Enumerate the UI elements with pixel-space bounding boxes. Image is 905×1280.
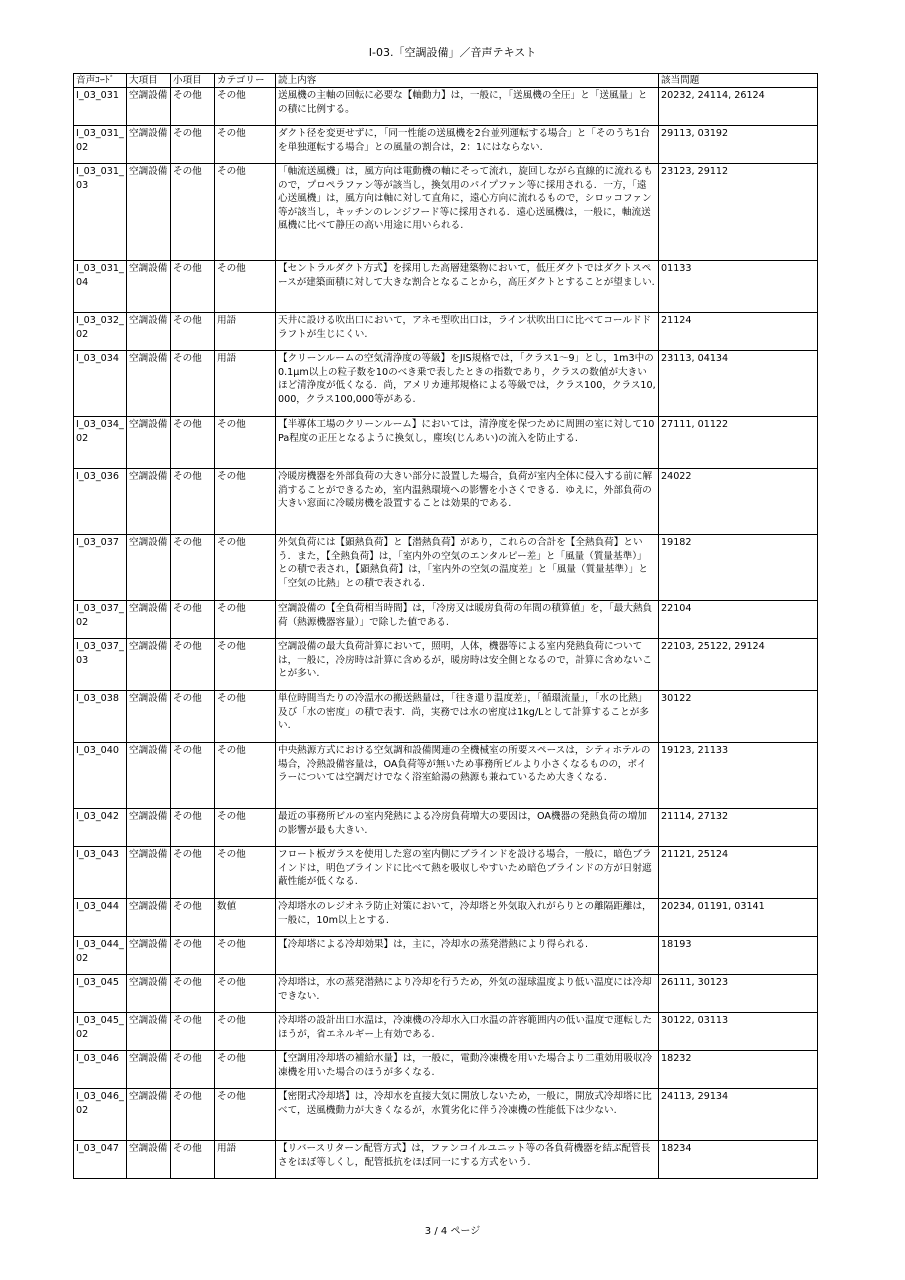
cell-text: ダクト径を変更せずに，「同一性能の送風機を2台並列運転する場合」と「そのうち1台を単独運転する場合」との風量の割合は，2：1にはならない. xyxy=(276,126,659,164)
cell-text: 【クリーンルームの空気清浄度の等級】をJIS規格では，「クラス1～9」とし，1m3中の0.1μm以上の粒子数を10のべき乗で表したときの指数であり，クラスの数値が大きいほど清浄度が低くなる．尚，アメリカ連邦規格による等級では，クラス100，クラス10,000，クラス100,000等がある. xyxy=(276,351,659,417)
table-row xyxy=(74,899,818,937)
cell-category: その他 xyxy=(215,261,276,313)
cell-problems: 30122, 03113 xyxy=(659,1013,818,1051)
column-header-text: 読上内容 xyxy=(276,74,659,88)
cell-text: 送風機の主軸の回転に必要な【軸動力】は，一般に，「送風機の全圧」と「送風量」との積に比例する。 xyxy=(276,88,659,126)
page-title: I-03.「空調設備」／音声テキスト xyxy=(368,46,537,59)
cell-category: その他 xyxy=(215,88,276,126)
cell-problems: 27111, 01122 xyxy=(659,417,818,469)
cell-category: 数値 xyxy=(215,899,276,937)
cell-minor: その他 xyxy=(171,1141,215,1179)
cell-major: 空調設備 xyxy=(127,164,171,261)
table-row xyxy=(74,535,818,601)
cell-problems: 22104 xyxy=(659,601,818,639)
cell-problems: 19182 xyxy=(659,535,818,601)
cell-code: I_03_042 xyxy=(74,809,127,847)
cell-code: I_03_047 xyxy=(74,1141,127,1179)
table-row xyxy=(74,164,818,261)
cell-minor: その他 xyxy=(171,313,215,351)
cell-text: 外気負荷には【顕熱負荷】と【潜熱負荷】があり，これらの合計を【全熱負荷】という．また，【全熱負荷】は，「室内外の空気のエンタルピー差」と「風量（質量基準）」との積で表され，【顕熱負荷】は，「室内外の空気の温度差」と「風量（質量基準）」と「空気の比熱」との積で表される. xyxy=(276,535,659,601)
cell-major: 空調設備 xyxy=(127,975,171,1013)
cell-major: 空調設備 xyxy=(127,601,171,639)
cell-problems: 20234, 01191, 03141 xyxy=(659,899,818,937)
cell-text: 冷却塔は，水の蒸発潜熱により冷却を行うため，外気の湿球温度より低い温度には冷却できない. xyxy=(276,975,659,1013)
table-row xyxy=(74,975,818,1013)
table-row xyxy=(74,417,818,469)
table-row xyxy=(74,743,818,809)
cell-major: 空調設備 xyxy=(127,351,171,417)
cell-major: 空調設備 xyxy=(127,313,171,351)
cell-category: その他 xyxy=(215,1013,276,1051)
cell-problems: 24022 xyxy=(659,469,818,535)
cell-minor: その他 xyxy=(171,809,215,847)
table-row xyxy=(74,1013,818,1051)
table-row xyxy=(74,261,818,313)
cell-minor: その他 xyxy=(171,164,215,261)
cell-code: I_03_044_02 xyxy=(74,937,127,975)
cell-category: その他 xyxy=(215,469,276,535)
cell-minor: その他 xyxy=(171,469,215,535)
column-header-problems: 該当問題 xyxy=(659,74,818,88)
cell-code: I_03_037_03 xyxy=(74,639,127,691)
cell-text: 【リバースリターン配管方式】は，ファンコイルユニット等の各負荷機器を結ぶ配管長さをほぼ等しくし，配管抵抗をほぼ同一にする方式をいう. xyxy=(276,1141,659,1179)
cell-major: 空調設備 xyxy=(127,261,171,313)
cell-code: I_03_031_04 xyxy=(74,261,127,313)
cell-major: 空調設備 xyxy=(127,937,171,975)
cell-category: その他 xyxy=(215,164,276,261)
column-header-code: 音声ｺｰﾄﾞ xyxy=(74,74,127,88)
table-row xyxy=(74,937,818,975)
cell-category: その他 xyxy=(215,847,276,899)
cell-minor: その他 xyxy=(171,535,215,601)
cell-problems: 21114, 27132 xyxy=(659,809,818,847)
cell-minor: その他 xyxy=(171,88,215,126)
table-row xyxy=(74,126,818,164)
cell-minor: その他 xyxy=(171,975,215,1013)
cell-text: 【半導体工場のクリーンルーム】においては，清浄度を保つために周囲の室に対して10Pa程度の正圧となるように換気し，塵埃(じんあい)の流入を防止する. xyxy=(276,417,659,469)
table-row xyxy=(74,847,818,899)
cell-minor: その他 xyxy=(171,847,215,899)
cell-category: その他 xyxy=(215,639,276,691)
cell-text: 冷却塔水のレジオネラ防止対策において，冷却塔と外気取入れがらりとの離隔距離は，一般に，10m以上とする. xyxy=(276,899,659,937)
cell-category: その他 xyxy=(215,601,276,639)
cell-minor: その他 xyxy=(171,601,215,639)
cell-minor: その他 xyxy=(171,1013,215,1051)
cell-code: I_03_045_02 xyxy=(74,1013,127,1051)
cell-code: I_03_046 xyxy=(74,1051,127,1089)
cell-major: 空調設備 xyxy=(127,639,171,691)
cell-minor: その他 xyxy=(171,417,215,469)
cell-minor: その他 xyxy=(171,639,215,691)
cell-major: 空調設備 xyxy=(127,88,171,126)
cell-major: 空調設備 xyxy=(127,126,171,164)
cell-code: I_03_036 xyxy=(74,469,127,535)
cell-text: 【空調用冷却塔の補給水量】は，一般に，電動冷凍機を用いた場合より二重効用吸収冷凍機を用いた場合のほうが多くなる. xyxy=(276,1051,659,1089)
cell-problems: 29113, 03192 xyxy=(659,126,818,164)
cell-code: I_03_031_03 xyxy=(74,164,127,261)
cell-problems: 20232, 24114, 26124 xyxy=(659,88,818,126)
cell-category: その他 xyxy=(215,937,276,975)
cell-code: I_03_031_02 xyxy=(74,126,127,164)
cell-text: 単位時間当たりの冷温水の搬送熱量は，「往き還り温度差」，「循環流量」，「水の比熱」及び「水の密度」の積で表す．尚，実務では水の密度は1kg/Lとして計算することが多い. xyxy=(276,691,659,743)
cell-minor: その他 xyxy=(171,691,215,743)
cell-code: I_03_037_02 xyxy=(74,601,127,639)
cell-text: 空調設備の【全負荷相当時間】は，「冷房又は暖房負荷の年間の積算値」を，「最大熱負荷（熱源機器容量）」で除した値である. xyxy=(276,601,659,639)
cell-text: 【密閉式冷却塔】は，冷却水を直接大気に開放しないため，一般に，開放式冷却塔に比べて，送風機動力が大きくなるが，水質劣化に伴う冷凍機の性能低下は少ない. xyxy=(276,1089,659,1141)
cell-minor: その他 xyxy=(171,126,215,164)
cell-major: 空調設備 xyxy=(127,1013,171,1051)
cell-code: I_03_043 xyxy=(74,847,127,899)
cell-text: 冷却塔の設計出口水温は，冷凍機の冷却水入口水温の許容範囲内の低い温度で運転したほうが，省エネルギー上有効である. xyxy=(276,1013,659,1051)
table-row xyxy=(74,88,818,126)
cell-problems: 19123, 21133 xyxy=(659,743,818,809)
table-row xyxy=(74,469,818,535)
cell-text: 中央熱源方式における空気調和設備関連の全機械室の所要スペースは，シティホテルの場合，冷熱設備容量は，OA負荷等が無いため事務所ビルより小さくなるものの，ボイラーについては空調だけでなく浴室給湯の熱源も兼ねているため大きくなる. xyxy=(276,743,659,809)
cell-text: 冷暖房機器を外部負荷の大きい部分に設置した場合，負荷が室内全体に侵入する前に解消することができるため，室内温熱環境への影響を小さくできる．ゆえに，外部負荷の大きい窓面に冷暖房機を設置することは効果的である. xyxy=(276,469,659,535)
cell-category: 用語 xyxy=(215,313,276,351)
cell-minor: その他 xyxy=(171,351,215,417)
cell-code: I_03_046_02 xyxy=(74,1089,127,1141)
table-header-row xyxy=(74,74,818,88)
cell-category: その他 xyxy=(215,691,276,743)
cell-major: 空調設備 xyxy=(127,1089,171,1141)
table-row xyxy=(74,691,818,743)
cell-code: I_03_034_02 xyxy=(74,417,127,469)
cell-code: I_03_040 xyxy=(74,743,127,809)
table-body xyxy=(74,88,818,1179)
cell-text: 「軸流送風機」は，風方向は電動機の軸にそって流れ，旋回しながら直線的に流れるもので，プロペラファン等が該当し，換気用のパイプファン等に採用される．一方，「遠心送風機」は，風方向は軸に対して直角に，遠心方向に流れるもので，シロッコファン等が該当し，キッチンのレンジフード等に採用される．遠心送風機は，一般に，軸流送風機に比べて静圧の高い用途に用いられる. xyxy=(276,164,659,261)
cell-problems: 24113, 29134 xyxy=(659,1089,818,1141)
cell-code: I_03_032_02 xyxy=(74,313,127,351)
cell-code: I_03_031 xyxy=(74,88,127,126)
cell-problems: 26111, 30123 xyxy=(659,975,818,1013)
cell-category: その他 xyxy=(215,1051,276,1089)
cell-problems: 23113, 04134 xyxy=(659,351,818,417)
table-row xyxy=(74,313,818,351)
cell-minor: その他 xyxy=(171,1051,215,1089)
cell-major: 空調設備 xyxy=(127,469,171,535)
cell-text: 天井に設ける吹出口において，アネモ型吹出口は，ライン状吹出口に比べてコールドドラフトが生じにくい. xyxy=(276,313,659,351)
cell-problems: 21121, 25124 xyxy=(659,847,818,899)
cell-category: その他 xyxy=(215,1089,276,1141)
cell-category: 用語 xyxy=(215,1141,276,1179)
cell-category: 用語 xyxy=(215,351,276,417)
cell-category: その他 xyxy=(215,975,276,1013)
cell-category: その他 xyxy=(215,126,276,164)
cell-problems: 18193 xyxy=(659,937,818,975)
cell-problems: 18232 xyxy=(659,1051,818,1089)
cell-major: 空調設備 xyxy=(127,535,171,601)
cell-major: 空調設備 xyxy=(127,899,171,937)
cell-minor: その他 xyxy=(171,261,215,313)
table-row xyxy=(74,1141,818,1179)
cell-category: その他 xyxy=(215,809,276,847)
cell-code: I_03_037 xyxy=(74,535,127,601)
column-header-category: カテゴリー xyxy=(215,74,276,88)
cell-problems: 21124 xyxy=(659,313,818,351)
cell-text: 【冷却塔による冷却効果】は，主に，冷却水の蒸発潜熱により得られる. xyxy=(276,937,659,975)
cell-text: フロート板ガラスを使用した窓の室内側にブラインドを設ける場合，一般に，暗色ブラインドは，明色ブラインドに比べて熱を吸収しやすいため暗色ブラインドの方が日射遮蔽性能が低くなる. xyxy=(276,847,659,899)
cell-problems: 30122 xyxy=(659,691,818,743)
table-row xyxy=(74,1089,818,1141)
cell-minor: その他 xyxy=(171,1089,215,1141)
cell-category: その他 xyxy=(215,417,276,469)
column-header-major: 大項目 xyxy=(127,74,171,88)
cell-minor: その他 xyxy=(171,937,215,975)
cell-problems: 01133 xyxy=(659,261,818,313)
cell-minor: その他 xyxy=(171,899,215,937)
cell-category: その他 xyxy=(215,743,276,809)
cell-code: I_03_045 xyxy=(74,975,127,1013)
cell-major: 空調設備 xyxy=(127,1051,171,1089)
cell-minor: その他 xyxy=(171,743,215,809)
cell-code: I_03_044 xyxy=(74,899,127,937)
cell-problems: 18234 xyxy=(659,1141,818,1179)
cell-text: 空調設備の最大負荷計算において，照明，人体，機器等による室内発熱負荷については，一般に，冷房時は計算に含めるが，暖房時は安全側となるので，計算に含めないことが多い. xyxy=(276,639,659,691)
table-row xyxy=(74,639,818,691)
cell-problems: 22103, 25122, 29124 xyxy=(659,639,818,691)
cell-major: 空調設備 xyxy=(127,847,171,899)
cell-major: 空調設備 xyxy=(127,743,171,809)
column-header-minor: 小項目 xyxy=(171,74,215,88)
cell-major: 空調設備 xyxy=(127,691,171,743)
table-row xyxy=(74,351,818,417)
cell-text: 最近の事務所ビルの室内発熱による冷房負荷増大の要因は，OA機器の発熱負荷の増加の影響が最も大きい. xyxy=(276,809,659,847)
cell-major: 空調設備 xyxy=(127,1141,171,1179)
cell-major: 空調設備 xyxy=(127,417,171,469)
cell-category: その他 xyxy=(215,535,276,601)
cell-problems: 23123, 29112 xyxy=(659,164,818,261)
cell-code: I_03_038 xyxy=(74,691,127,743)
page-number: 3 / 4 ページ xyxy=(424,1226,481,1237)
table-row xyxy=(74,601,818,639)
content-table xyxy=(73,73,818,1179)
table-row xyxy=(74,1051,818,1089)
cell-text: 【セントラルダクト方式】を採用した高層建築物において，低圧ダクトではダクトスペースが建築面積に対して大きな割合となることから，高圧ダクトとすることが望ましい. xyxy=(276,261,659,313)
cell-code: I_03_034 xyxy=(74,351,127,417)
table-row xyxy=(74,809,818,847)
cell-major: 空調設備 xyxy=(127,809,171,847)
